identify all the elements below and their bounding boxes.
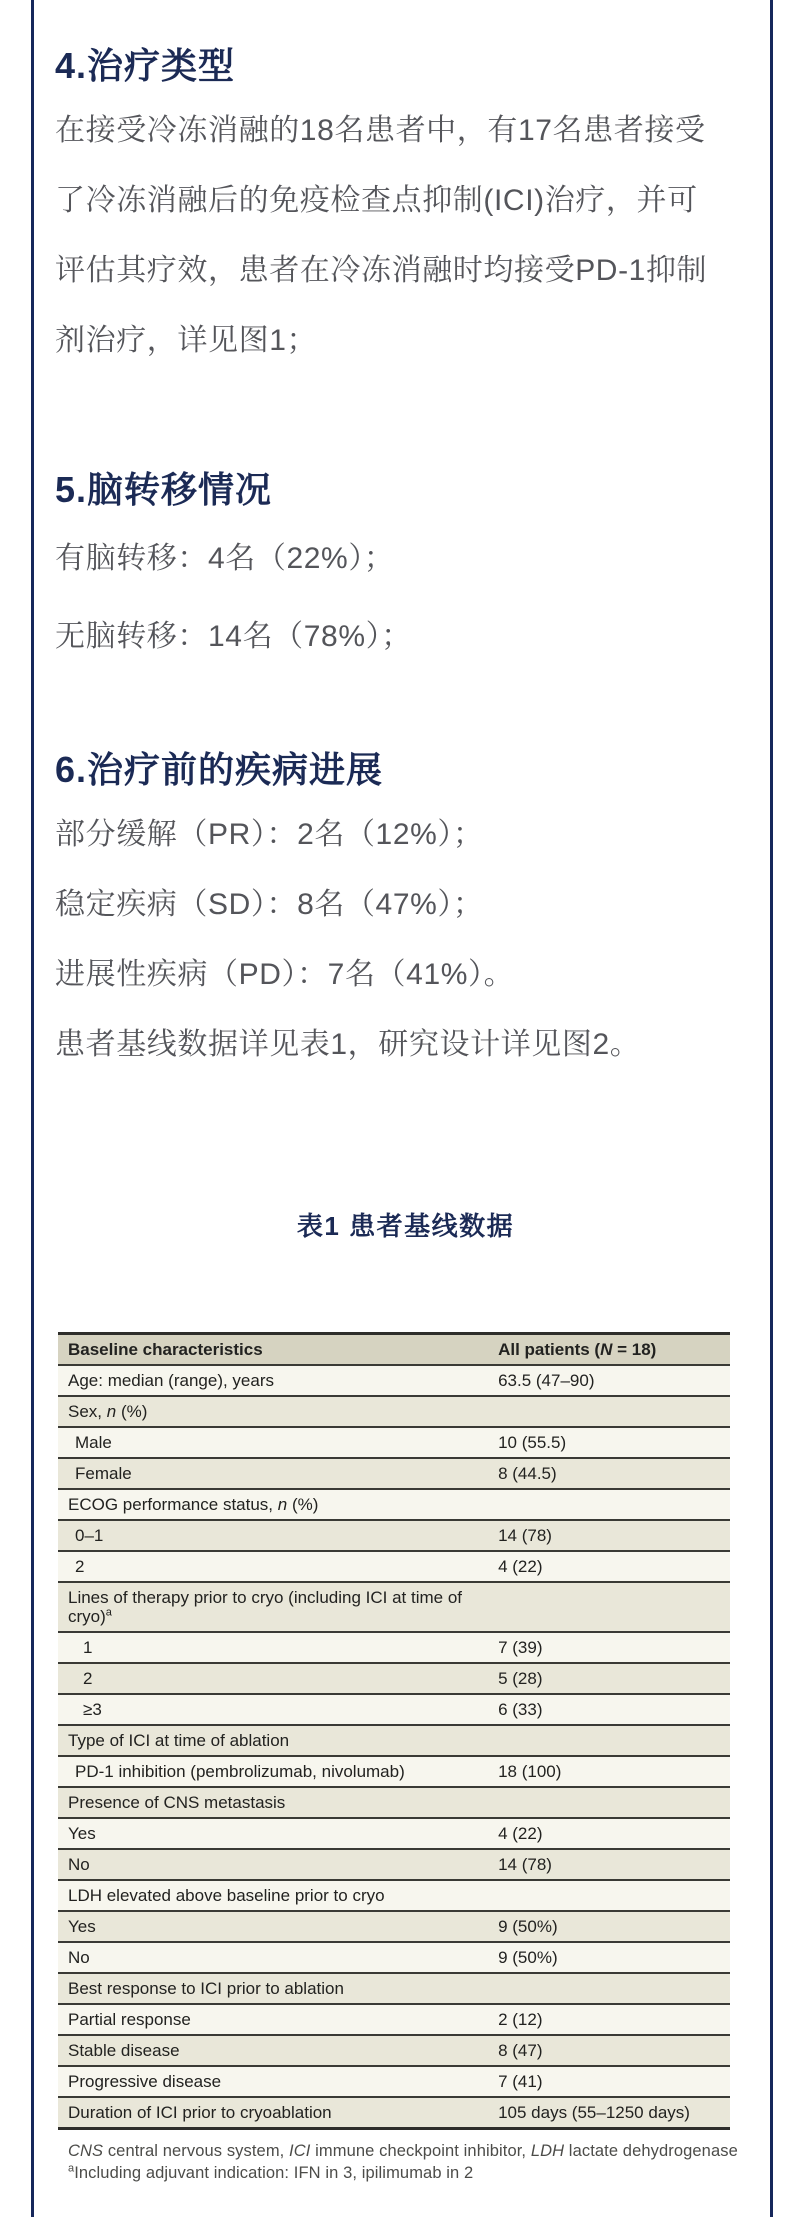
table-row	[58, 1725, 730, 1756]
row-label: Lines of therapy prior to cryo (including ICI at time of cryo)$^a$	[68, 1588, 463, 1626]
table-row	[58, 1582, 730, 1632]
table-row	[58, 1427, 730, 1458]
page-frame	[31, 0, 773, 2217]
row-label: Female	[75, 1464, 132, 1483]
row-label: PD-1 inhibition (pembrolizumab, nivolumab)	[75, 1762, 405, 1781]
table-row	[58, 2004, 730, 2035]
row-label: Type of ICI at time of ablation	[68, 1731, 290, 1750]
footnote-abbreviations: CNS central nervous system, ICI immune checkpoint inhibitor, LDH lactate dehydrogenase	[68, 2142, 738, 2160]
table-row	[58, 1396, 730, 1427]
row-value: 63.5 (47–90)	[498, 1371, 595, 1390]
section-disease-progression	[55, 748, 756, 1080]
row-value: 14 (78)	[498, 1526, 552, 1545]
table-row	[58, 1551, 730, 1582]
row-label: LDH elevated above baseline prior to cryo	[68, 1886, 385, 1905]
row-label: 0–1	[75, 1526, 104, 1545]
section-brain-metastasis	[55, 468, 756, 676]
row-label: Male	[75, 1433, 112, 1452]
row-value	[488, 1880, 730, 1911]
table-row	[58, 1489, 730, 1520]
row-label: Yes	[68, 1824, 96, 1843]
row-label: 2	[75, 1557, 85, 1576]
row-label: Partial response	[68, 2010, 191, 2029]
table-row	[58, 1756, 730, 1787]
table-row	[58, 1787, 730, 1818]
row-value: 9 (50%)	[498, 1948, 558, 1967]
section-5-paragraph	[55, 520, 756, 676]
table-row	[58, 1973, 730, 2004]
table-row	[58, 2035, 730, 2066]
section-heading-5: 5.脑转移情况	[55, 469, 273, 510]
row-label: Progressive disease	[68, 2072, 222, 2091]
row-label: 2	[83, 1669, 93, 1688]
row-value	[488, 1787, 730, 1818]
table-header-row	[58, 1334, 730, 1366]
row-value	[488, 1725, 730, 1756]
paragraph-line: 剂治疗，详见图1；	[55, 324, 318, 357]
table-row	[58, 1632, 730, 1663]
row-label: Age: median (range), years	[68, 1371, 274, 1390]
row-value: 8 (47)	[498, 2041, 543, 2060]
table-row	[58, 1694, 730, 1725]
row-label: ECOG performance status, n (%)	[68, 1495, 319, 1514]
paragraph-line: 评估其疗效，患者在冷冻消融时均接受PD-1抑制	[55, 254, 708, 287]
row-value: 8 (44.5)	[498, 1464, 557, 1483]
row-value: 7 (41)	[498, 2072, 543, 2091]
row-value: 6 (33)	[498, 1700, 543, 1719]
row-label: 1	[83, 1638, 93, 1657]
row-label: ≥3	[83, 1700, 102, 1719]
row-value: 18 (100)	[498, 1762, 562, 1781]
row-value: 4 (22)	[498, 1824, 543, 1843]
section-6-paragraph	[55, 800, 756, 1080]
row-label: Presence of CNS metastasis	[68, 1793, 286, 1812]
paragraph-line: 进展性疾病（PD）：7名（41%）。	[55, 958, 515, 991]
row-value	[488, 1973, 730, 2004]
table-row	[58, 2066, 730, 2097]
table-row	[58, 1520, 730, 1551]
row-label: Stable disease	[68, 2041, 180, 2060]
table-footnotes	[68, 2140, 756, 2184]
row-value: 2 (12)	[498, 2010, 543, 2029]
section-heading-6: 6.治疗前的疾病进展	[55, 749, 384, 790]
row-label: Best response to ICI prior to ablation	[68, 1979, 344, 1998]
section-treatment-type	[55, 44, 756, 376]
table-row	[58, 1942, 730, 1973]
row-value: 5 (28)	[498, 1669, 543, 1688]
row-value	[488, 1582, 730, 1632]
footnote-a: $^a$Including adjuvant indication: IFN in 3, ipilimumab in 2	[68, 2162, 474, 2182]
row-value: 14 (78)	[498, 1855, 552, 1874]
row-label: Sex, n (%)	[68, 1402, 148, 1421]
row-value	[488, 1396, 730, 1427]
table-header-col1: Baseline characteristics	[58, 1334, 488, 1366]
row-value: 7 (39)	[498, 1638, 543, 1657]
row-value: 105 days (55–1250 days)	[498, 2103, 690, 2122]
table-row	[58, 1911, 730, 1942]
paragraph-line: 有脑转移：4名（22%）；	[55, 542, 395, 575]
row-value: 10 (55.5)	[498, 1433, 567, 1452]
row-label: No	[68, 1948, 90, 1967]
table-row	[58, 1663, 730, 1694]
row-value: 9 (50%)	[498, 1917, 558, 1936]
table-row	[58, 1365, 730, 1396]
paragraph-line: 部分缓解（PR）：2名（12%）；	[55, 818, 484, 851]
paragraph-line: 在接受冷冻消融的18名患者中，有17名患者接受	[55, 114, 706, 147]
paragraph-line: 了冷冻消融后的免疫检查点抑制(ICI)治疗，并可	[55, 184, 698, 217]
paragraph-line: 患者基线数据详见表1，研究设计详见图2。	[55, 1028, 641, 1061]
table-row	[58, 1880, 730, 1911]
row-label: Yes	[68, 1917, 96, 1936]
row-label: Duration of ICI prior to cryoablation	[68, 2103, 332, 2122]
table-title: 表1 患者基线数据	[296, 1211, 515, 1241]
section-heading-4: 4.治疗类型	[55, 45, 236, 86]
row-label: No	[68, 1855, 90, 1874]
paragraph-line: 无脑转移：14名（78%）；	[55, 620, 412, 653]
table-row	[58, 1818, 730, 1849]
section-4-paragraph	[55, 96, 756, 376]
row-value: 4 (22)	[498, 1557, 543, 1576]
footnote-marker: a	[105, 1606, 112, 1619]
footnote-marker: a	[68, 2162, 75, 2175]
table-header-col2: All patients (N = 18)	[488, 1334, 730, 1366]
table-row	[58, 2097, 730, 2129]
baseline-characteristics-table	[58, 1332, 730, 2130]
table-row	[58, 1458, 730, 1489]
table-row	[58, 1849, 730, 1880]
row-value	[488, 1489, 730, 1520]
paragraph-line: 稳定疾病（SD）：8名（47%）；	[55, 888, 484, 921]
